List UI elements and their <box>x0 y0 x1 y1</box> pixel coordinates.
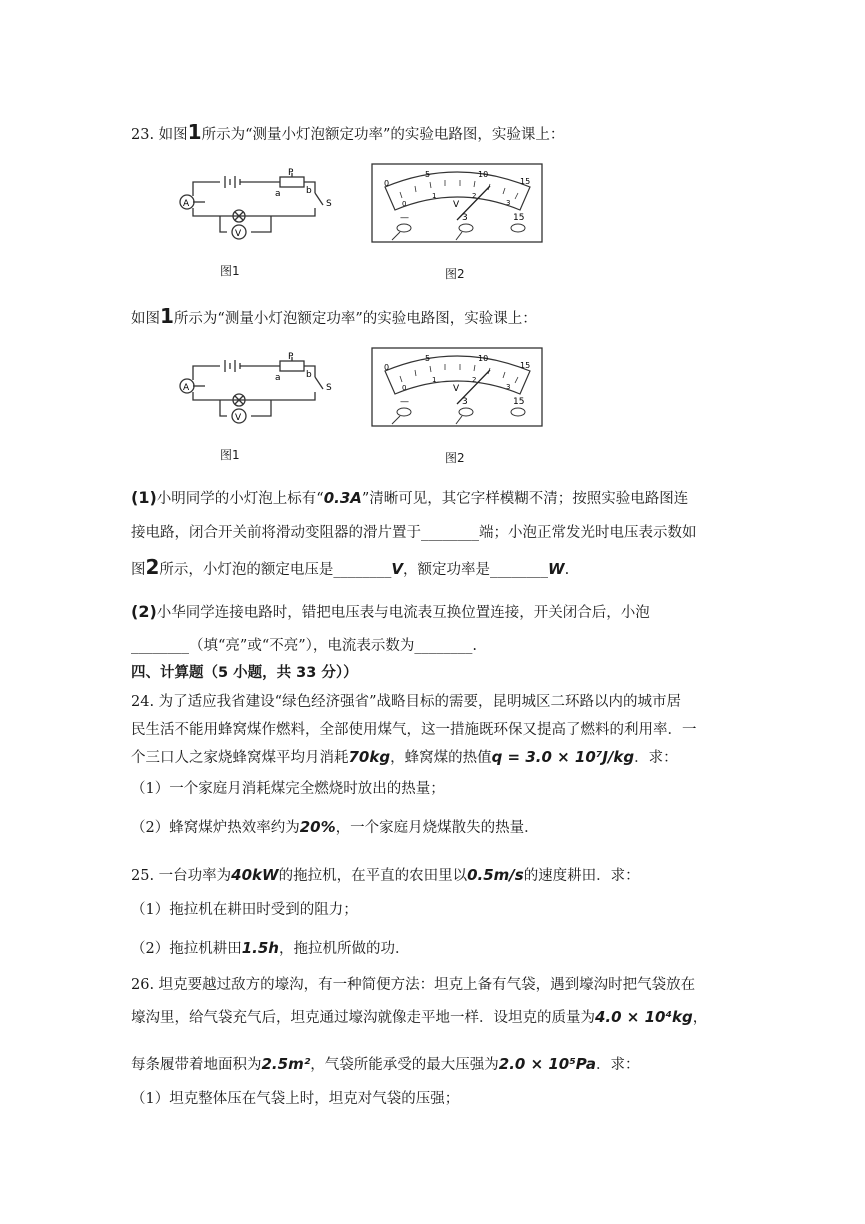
q23-intro <box>131 120 564 144</box>
scale-top-5: 5 <box>425 354 431 363</box>
voltmeter-figure-1 <box>370 162 545 244</box>
scale-bottom-0: 0 <box>402 384 407 392</box>
figure-ref: 1 <box>187 120 202 144</box>
q24-line3 <box>131 746 678 767</box>
q24-line1: 24. 为了适应我省建设“绿色经济强省”战略目标的需要，昆明城区二环路以内的城市居 <box>131 694 681 710</box>
question-number: 23. <box>131 127 155 143</box>
text: 图 <box>131 562 146 578</box>
scale-top-15: 15 <box>520 177 531 186</box>
text: （2）蜂窝煤炉热效率约为 <box>131 820 300 836</box>
text: 小华同学连接电路时，错把电压表与电流表互换位置连接，开关闭合后，小泡 <box>156 605 650 621</box>
end-a-label: a <box>275 373 281 383</box>
scale-bottom-1: 1 <box>432 192 437 200</box>
scale-bottom-2: 2 <box>472 192 477 200</box>
current-value: 0.3A <box>323 489 362 507</box>
section-heading: 四、计算题（5 小题，共 33 分）） <box>131 665 358 681</box>
terminal-3: 3 <box>462 397 468 407</box>
text: 壕沟里，给气袋充气后，坦克通过壕沟就像走平地一样．设坦克的质量为 <box>131 1010 595 1026</box>
circuit-diagram-2 <box>165 352 345 432</box>
end-a-label: a <box>275 189 281 199</box>
end-b-label: b <box>306 186 312 196</box>
q25-sub1: （1）拖拉机在耕田时受到的阻力； <box>131 902 358 918</box>
unit-v: V <box>391 560 404 578</box>
ammeter-label: A <box>183 383 190 393</box>
terminal-15: 15 <box>513 397 525 407</box>
intro-text: 如图 <box>131 311 160 327</box>
scale-top-0: 0 <box>384 363 390 372</box>
q23-part1-line1 <box>131 487 688 508</box>
intro-text: 所示为“测量小灯泡额定功率”的实验电路图，实验课上： <box>173 311 537 327</box>
slider-label: P <box>288 352 294 362</box>
slider-label: P <box>288 168 294 178</box>
text: ，气袋所能承受的最大压强为 <box>310 1057 499 1073</box>
text: （2）拖拉机耕田 <box>131 941 242 957</box>
voltmeter-label: V <box>235 413 242 423</box>
text: 的拖拉机，在平直的农田里以 <box>278 868 468 884</box>
speed-value: 0.5m/s <box>467 866 524 884</box>
efficiency-value: 20% <box>299 818 336 836</box>
text: ，一个家庭月烧煤散失的热量． <box>335 820 539 836</box>
q24-sub2 <box>131 816 539 837</box>
q26-line2 <box>131 1006 707 1027</box>
text: . <box>564 562 570 578</box>
text: 25. 一台功率为 <box>131 868 232 884</box>
terminal-15: 15 <box>513 213 525 223</box>
text: ，拖拉机所做的功． <box>279 941 410 957</box>
part-number: (1) <box>131 488 157 507</box>
text: ， <box>692 1010 708 1026</box>
scale-top-10: 10 <box>478 170 489 179</box>
scale-top-10: 10 <box>478 354 489 363</box>
area-value: 2.5m² <box>261 1055 311 1073</box>
figure-2-caption: 图2 <box>445 267 465 281</box>
figure-ref: 1 <box>160 304 174 328</box>
end-b-label: b <box>306 370 312 380</box>
meter-unit: V <box>453 384 460 394</box>
scale-bottom-2: 2 <box>472 376 477 384</box>
voltmeter-label: V <box>235 229 242 239</box>
text: ，额定功率是________ <box>403 562 549 578</box>
unit-w: W <box>548 560 565 578</box>
pressure-value: 2.0 × 10⁵Pa <box>498 1055 596 1073</box>
q24-line2: 民生活不能用蜂窝煤作燃料，全部使用煤气，这一措施既环保又提高了燃料的利用率．一 <box>131 722 697 738</box>
meter-unit: V <box>453 200 460 210</box>
q23-part2-line2: ________（填“亮”或“不亮”），电流表示数为________. <box>131 638 478 654</box>
q23-intro-repeat <box>131 304 537 328</box>
q24-sub1: （1）一个家庭月消耗煤完全燃烧时放出的热量； <box>131 781 445 797</box>
q25-line1 <box>131 864 640 885</box>
mass-value: 70kg <box>348 748 391 766</box>
scale-top-0: 0 <box>384 179 390 188</box>
figure-2-caption: 图2 <box>445 451 465 465</box>
figure-1-caption: 图1 <box>220 448 240 462</box>
scale-top-5: 5 <box>425 170 431 179</box>
mass-value: 4.0 × 10⁴kg <box>595 1008 693 1026</box>
scale-bottom-3: 3 <box>506 383 511 391</box>
terminal-neg: — <box>400 213 409 223</box>
figure-1-caption: 图1 <box>220 264 240 278</box>
circuit-diagram-1 <box>165 168 345 248</box>
text: 每条履带着地面积为 <box>131 1057 262 1073</box>
scale-bottom-0: 0 <box>402 200 407 208</box>
heat-value: q = 3.0 × 10⁷J/kg <box>491 748 635 766</box>
text: ．求： <box>634 750 678 766</box>
q23-part2-line1 <box>131 601 650 622</box>
voltmeter-figure-2 <box>370 346 545 428</box>
text: ”清晰可见，其它字样模糊不清；按照实验电路图连 <box>361 491 689 507</box>
q25-sub2 <box>131 937 410 958</box>
terminal-3: 3 <box>462 213 468 223</box>
power-value: 40kW <box>231 866 279 884</box>
q23-part1-line3 <box>131 555 569 579</box>
q26-sub1: （1）坦克整体压在气袋上时，坦克对气袋的压强； <box>131 1091 460 1107</box>
text: 所示，小灯泡的额定电压是________ <box>159 562 392 578</box>
intro-text: 如图 <box>158 127 188 143</box>
text: ，蜂窝煤的热值 <box>390 750 492 766</box>
scale-top-15: 15 <box>520 361 531 370</box>
text: ．求： <box>595 1057 640 1073</box>
text: 的速度耕田．求： <box>523 868 640 884</box>
q26-line3 <box>131 1053 639 1074</box>
scale-bottom-1: 1 <box>432 376 437 384</box>
time-value: 1.5h <box>241 939 279 957</box>
terminal-neg: — <box>400 397 409 407</box>
scale-bottom-3: 3 <box>506 199 511 207</box>
figure-ref: 2 <box>145 555 160 579</box>
part-number: (2) <box>131 602 157 621</box>
text: 个三口人之家烧蜂窝煤平均月消耗 <box>131 750 349 766</box>
q26-line1: 26. 坦克要越过敌方的壕沟，有一种简便方法：坦克上备有气袋，遇到壕沟时把气袋放在 <box>131 977 696 993</box>
intro-text: 所示为“测量小灯泡额定功率”的实验电路图，实验课上： <box>201 127 565 143</box>
text: 小明同学的小灯泡上标有“ <box>156 491 324 507</box>
ammeter-label: A <box>183 199 190 209</box>
switch-label: S <box>326 199 332 209</box>
q23-part1-line2: 接电路，闭合开关前将滑动变阻器的滑片置于________端；小泡正常发光时电压表示数如 <box>131 525 697 541</box>
switch-label: S <box>326 383 332 393</box>
